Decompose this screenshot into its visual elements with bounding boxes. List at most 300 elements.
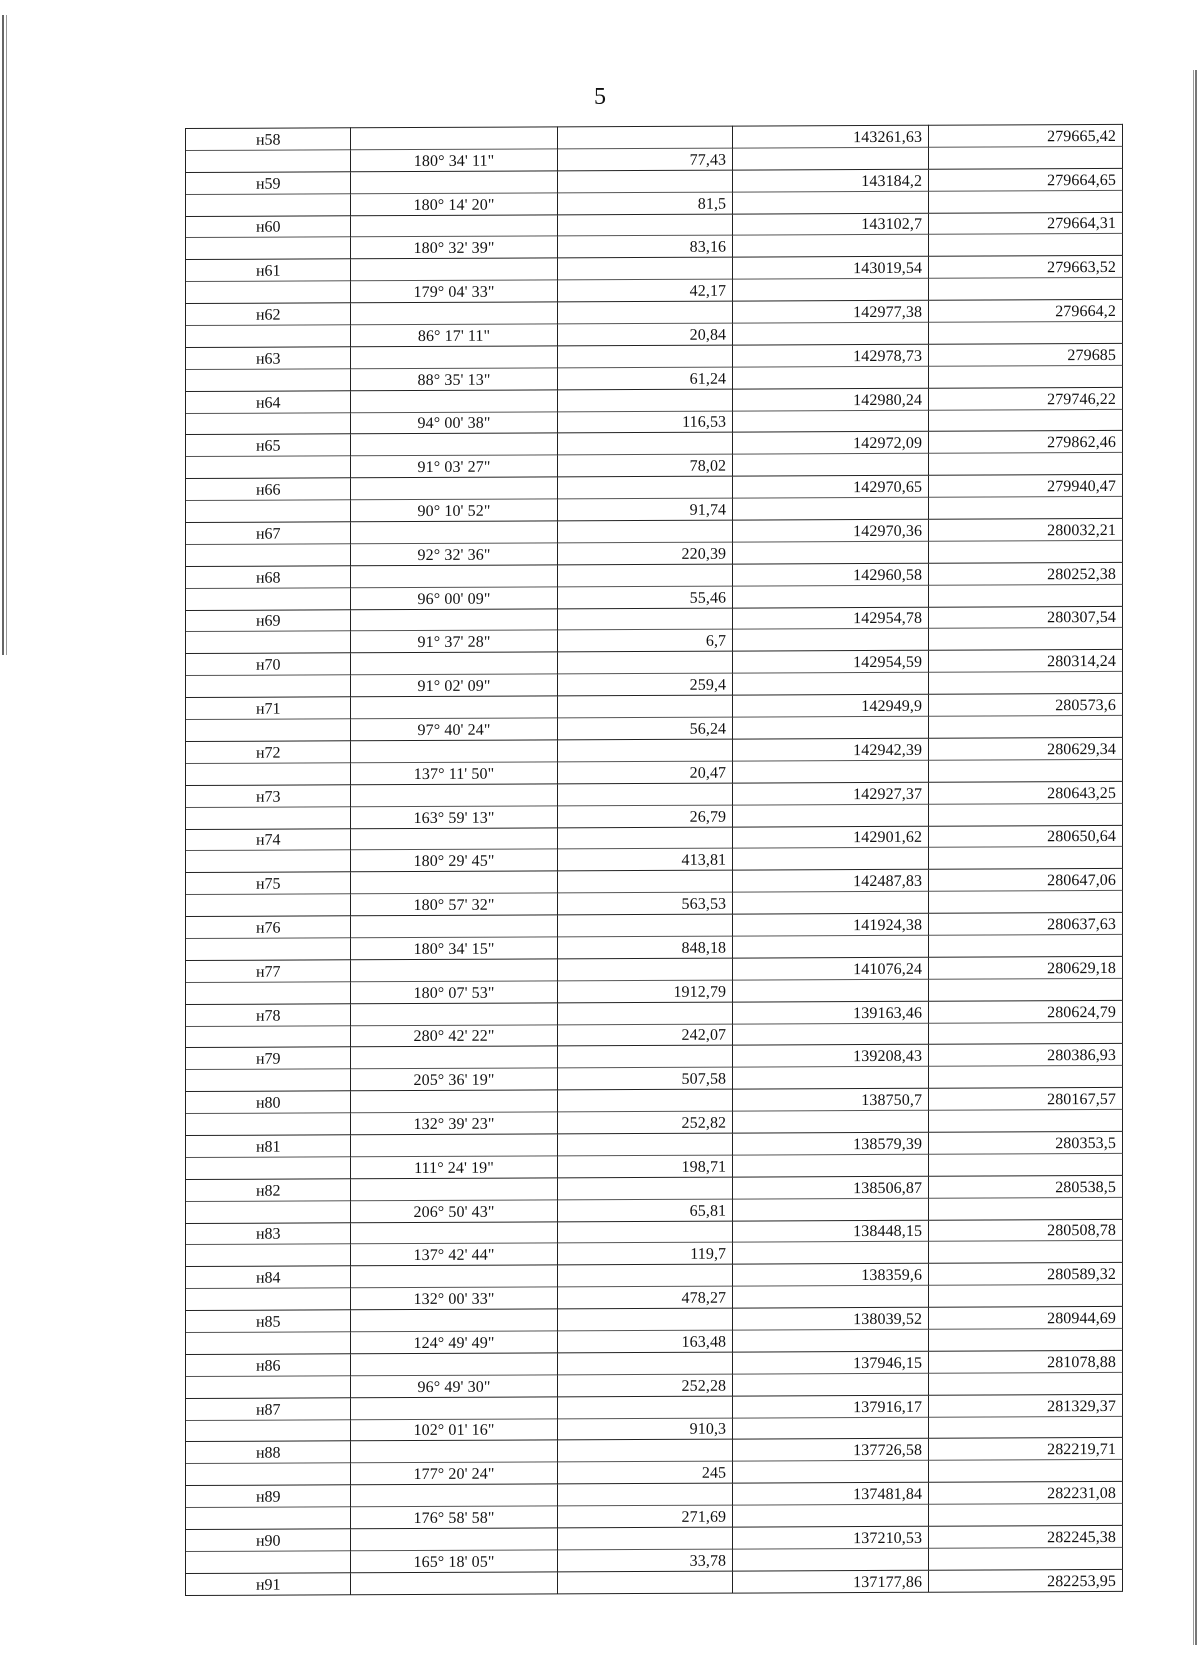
angle-cell [351,214,557,237]
point-name-cell [186,237,351,260]
y-coordinate-value: 280307,54 [1047,609,1116,627]
length-cell [557,323,733,346]
x-coordinate-value: 138750,7 [861,1091,923,1110]
y-coordinate-cell [929,321,1123,344]
x-coordinate-value: 142970,65 [853,478,923,497]
angle-value: 94° 00' 38" [417,415,491,433]
y-coordinate-cell [929,475,1123,498]
length-value: 413,81 [681,851,727,870]
point-name-cell [186,434,351,457]
length-value: 848,18 [681,939,727,957]
angle-cell [351,1440,557,1463]
length-value: 55,46 [689,589,727,607]
y-coordinate-cell [929,146,1123,169]
angle-cell [351,411,557,434]
x-coordinate-value: 143261,63 [853,128,923,146]
x-coordinate-value: 142954,59 [853,654,923,672]
y-coordinate-cell [929,737,1123,760]
angle-cell [351,324,557,347]
y-coordinate-cell [929,1547,1123,1570]
x-coordinate-cell [733,541,929,564]
length-cell [557,498,733,521]
x-coordinate-cell [733,1198,929,1221]
x-coordinate-cell [733,848,929,871]
angle-cell [351,1112,557,1135]
length-value: 198,71 [681,1158,727,1176]
length-cell [557,1111,733,1134]
point-name-cell [186,522,351,545]
x-coordinate-cell [733,1176,929,1199]
point-name-value: н69 [255,613,281,631]
angle-cell [351,937,557,960]
y-coordinate-cell [929,562,1123,585]
point-name-cell [186,960,351,983]
y-coordinate-cell [929,1044,1123,1067]
angle-value: 86° 17' 11" [417,327,491,345]
angle-cell [351,915,557,938]
y-coordinate-cell [929,1263,1123,1286]
point-name-value: н66 [255,481,281,499]
angle-cell [351,1331,557,1354]
point-name-cell [186,1310,351,1333]
angle-cell [351,1506,557,1529]
angle-value: 180° 14' 20" [413,196,495,214]
y-coordinate-value: 279664,2 [1055,302,1116,321]
angle-cell [351,1287,557,1310]
y-coordinate-cell [929,803,1123,826]
y-coordinate-cell [929,715,1123,738]
point-name-cell [186,697,351,720]
angle-cell [351,1156,557,1179]
length-value: 271,69 [681,1508,727,1526]
y-coordinate-value: 280650,64 [1047,828,1116,846]
length-cell [557,717,733,740]
point-name-value: н82 [255,1182,281,1200]
point-name-cell [186,259,351,282]
y-coordinate-value: 279862,46 [1047,434,1116,452]
x-coordinate-cell [733,300,929,323]
x-coordinate-cell [733,322,929,345]
angle-value: 111° 24' 19" [414,1159,494,1177]
coordinates-table-body [186,124,1123,1595]
angle-cell [351,521,557,544]
y-coordinate-cell [929,1153,1123,1176]
length-cell [557,433,733,456]
x-coordinate-cell [733,1045,929,1068]
point-name-cell [186,587,351,610]
angle-value: 137° 11' 50" [413,765,495,783]
length-value: 77,43 [689,151,727,169]
y-coordinate-cell [929,1525,1123,1548]
point-name-cell [186,982,351,1005]
y-coordinate-cell [929,497,1123,520]
length-value: 563,53 [681,895,727,913]
x-coordinate-cell [733,191,929,214]
x-coordinate-value: 142949,9 [861,697,923,716]
y-coordinate-value: 280637,63 [1047,915,1116,934]
angle-cell [351,1068,557,1091]
x-coordinate-value: 137946,15 [853,1354,923,1372]
point-name-cell [186,1069,351,1092]
x-coordinate-cell [733,1242,929,1265]
y-coordinate-cell [929,1350,1123,1373]
length-cell [557,1024,733,1047]
length-cell [557,1177,733,1200]
x-coordinate-cell [733,607,929,630]
y-coordinate-cell [929,1460,1123,1483]
y-coordinate-cell [929,1416,1123,1439]
point-name-cell [186,325,351,348]
length-cell [557,345,733,368]
y-coordinate-cell [929,1175,1123,1198]
angle-cell [351,1200,557,1223]
angle-cell [351,608,557,631]
point-name-cell [186,719,351,742]
y-coordinate-cell [929,825,1123,848]
length-cell [557,608,733,631]
length-value: 20,84 [689,326,727,344]
y-coordinate-cell [929,1109,1123,1132]
point-name-cell [186,193,351,216]
y-coordinate-cell [929,1088,1123,1111]
angle-value: 180° 57' 32" [413,896,495,915]
point-name-value: н84 [255,1269,281,1287]
point-name-value: н76 [255,919,281,937]
x-coordinate-value: 142942,39 [853,741,923,759]
point-name-value: н61 [255,262,281,280]
angle-value: 180° 32' 39" [413,239,495,258]
point-name-value: н75 [255,875,281,893]
angle-cell [351,893,557,916]
x-coordinate-cell [733,1088,929,1111]
y-coordinate-cell [929,453,1123,476]
length-value: 65,81 [689,1202,727,1220]
y-coordinate-value: 280643,25 [1047,784,1116,802]
x-coordinate-cell [733,629,929,652]
x-coordinate-cell [733,738,929,761]
point-name-cell [186,1179,351,1202]
length-cell [557,1352,733,1375]
angle-value: 177° 20' 24" [413,1465,495,1484]
point-name-cell [186,653,351,676]
length-cell [557,1133,733,1156]
y-coordinate-value: 280252,38 [1047,565,1116,583]
length-cell [557,1418,733,1441]
y-coordinate-cell [929,1066,1123,1089]
x-coordinate-cell [733,716,929,739]
x-coordinate-cell [733,1001,929,1024]
point-name-value: н78 [255,1007,281,1025]
x-coordinate-value: 142978,73 [853,347,923,365]
length-cell [557,1330,733,1353]
y-coordinate-cell [929,343,1123,366]
x-coordinate-cell [733,1373,929,1396]
x-coordinate-value: 137916,17 [853,1398,923,1416]
y-coordinate-value: 279665,42 [1047,127,1116,146]
x-coordinate-cell [733,804,929,827]
y-coordinate-cell [929,628,1123,651]
y-coordinate-cell [929,540,1123,563]
length-value: 116,53 [682,414,727,432]
angle-cell [351,1221,557,1244]
point-name-cell [186,1397,351,1420]
x-coordinate-cell [733,366,929,389]
x-coordinate-cell [733,870,929,893]
x-coordinate-value: 138359,6 [861,1266,923,1285]
angle-value: 97° 40' 24" [417,721,491,739]
point-name-cell [186,566,351,589]
point-name-cell [186,850,351,873]
length-cell [557,827,733,850]
y-coordinate-cell [929,1241,1123,1264]
x-coordinate-cell [733,760,929,783]
x-coordinate-value: 143184,2 [861,172,923,190]
angle-cell [351,1178,557,1201]
y-coordinate-value: 280573,6 [1055,696,1116,715]
x-coordinate-cell [733,388,929,411]
angle-value: 90° 10' 52" [417,502,491,521]
x-coordinate-cell [733,213,929,236]
point-name-cell [186,1288,351,1311]
length-cell [557,630,733,653]
length-cell [557,980,733,1003]
length-value: 163,48 [681,1333,727,1351]
point-name-cell [186,1441,351,1464]
x-coordinate-cell [733,913,929,936]
x-coordinate-cell [733,1307,929,1330]
angle-cell [351,236,557,259]
y-coordinate-value: 280629,34 [1047,740,1116,759]
x-coordinate-value: 142972,09 [853,435,923,453]
y-coordinate-value: 280353,5 [1055,1134,1116,1153]
point-name-value: н68 [255,569,281,587]
angle-value: 91° 02' 09" [417,677,491,696]
x-coordinate-cell [733,957,929,980]
angle-cell [351,1134,557,1157]
x-coordinate-cell [733,694,929,717]
y-coordinate-value: 282245,38 [1047,1528,1116,1547]
y-coordinate-cell [929,518,1123,541]
angle-cell [351,1243,557,1266]
scan-edge-right [1193,70,1197,1645]
angle-cell [351,1375,557,1398]
point-name-value: н67 [255,525,281,543]
x-coordinate-cell [733,432,929,455]
x-coordinate-cell [733,497,929,520]
x-coordinate-value: 142901,62 [853,829,923,847]
angle-value: 179° 04' 33" [413,283,495,302]
point-name-value: н89 [255,1488,281,1506]
y-coordinate-cell [929,300,1123,323]
angle-cell [351,959,557,982]
angle-cell [351,630,557,653]
x-coordinate-value: 143102,7 [861,216,923,234]
length-value: 78,02 [689,457,727,476]
x-coordinate-cell [733,979,929,1002]
point-name-cell [186,369,351,392]
y-coordinate-cell [929,1438,1123,1461]
angle-cell [351,784,557,807]
angle-cell [351,740,557,763]
point-name-cell [186,1200,351,1223]
x-coordinate-value: 142927,37 [853,785,923,803]
length-cell [557,1221,733,1244]
angle-cell [351,871,557,894]
length-cell [557,761,733,784]
x-coordinate-cell [733,935,929,958]
x-coordinate-cell [733,1132,929,1155]
angle-cell [351,302,557,325]
length-cell [557,214,733,237]
point-name-value: н65 [255,437,281,456]
y-coordinate-cell [929,934,1123,957]
y-coordinate-cell [929,168,1123,191]
point-name-cell [186,784,351,807]
angle-cell [351,543,557,566]
length-cell [557,695,733,718]
length-cell [557,1308,733,1331]
x-coordinate-value: 138448,15 [853,1223,923,1241]
x-coordinate-value: 141076,24 [853,960,923,978]
y-coordinate-cell [929,650,1123,673]
length-cell [557,236,733,259]
coordinates-table [185,124,1123,1596]
angle-cell [351,1397,557,1420]
angle-cell [351,1528,557,1551]
angle-cell [351,827,557,850]
angle-value: 163° 59' 13" [413,809,495,827]
y-coordinate-value: 279746,22 [1047,390,1116,408]
point-name-cell [186,1244,351,1267]
point-name-cell [186,1025,351,1048]
angle-cell [351,805,557,828]
y-coordinate-cell [929,1131,1123,1154]
point-name-cell [186,1135,351,1158]
y-coordinate-cell [929,1219,1123,1242]
x-coordinate-cell [733,1110,929,1133]
point-name-cell [186,390,351,413]
point-name-cell [186,1157,351,1180]
y-coordinate-value: 280944,69 [1047,1309,1116,1328]
x-coordinate-cell [733,278,929,301]
angle-cell [351,346,557,369]
point-name-cell [186,609,351,632]
x-coordinate-value: 138039,52 [853,1310,923,1329]
point-name-cell [186,1485,351,1508]
y-coordinate-cell [929,759,1123,782]
y-coordinate-value: 282231,08 [1047,1485,1116,1503]
y-coordinate-value: 280167,57 [1047,1091,1116,1109]
x-coordinate-cell [733,651,929,674]
y-coordinate-value: 280647,06 [1047,872,1116,890]
length-cell [557,1046,733,1069]
length-value: 252,82 [681,1114,727,1132]
length-cell [557,1243,733,1266]
point-name-cell [186,763,351,786]
y-coordinate-cell [929,606,1123,629]
point-name-cell [186,1222,351,1245]
x-coordinate-cell [733,476,929,499]
point-name-cell [186,456,351,479]
angle-value: 180° 29' 45" [413,852,495,871]
angle-cell [351,455,557,478]
angle-cell [351,1003,557,1026]
point-name-value: н60 [255,219,281,237]
x-coordinate-cell [733,257,929,280]
point-name-cell [186,1419,351,1442]
length-cell [557,936,733,959]
x-coordinate-value: 137481,84 [853,1485,923,1504]
length-cell [557,1264,733,1287]
length-cell [557,542,733,565]
y-coordinate-cell [929,124,1123,147]
length-cell [557,1549,733,1572]
point-name-value: н85 [255,1313,281,1331]
length-value: 56,24 [689,720,727,738]
x-coordinate-cell [733,344,929,367]
point-name-value: н71 [255,700,281,718]
y-coordinate-cell [929,387,1123,410]
x-coordinate-cell [733,891,929,914]
angle-cell [351,1550,557,1573]
point-name-cell [186,1266,351,1289]
point-name-cell [186,806,351,829]
angle-cell [351,193,557,216]
x-coordinate-cell [733,147,929,170]
length-cell [557,958,733,981]
point-name-value: н63 [255,350,281,368]
point-name-cell [186,1529,351,1552]
point-name-cell [186,631,351,654]
y-coordinate-cell [929,869,1123,892]
angle-value: 165° 18' 05" [413,1553,495,1571]
y-coordinate-value: 279663,52 [1047,259,1116,277]
y-coordinate-cell [929,190,1123,213]
y-coordinate-cell [929,781,1123,804]
point-name-cell [186,215,351,238]
y-coordinate-cell [929,278,1123,301]
y-coordinate-cell [929,1328,1123,1351]
x-coordinate-cell [733,1548,929,1571]
y-coordinate-cell [929,212,1123,235]
y-coordinate-value: 280629,18 [1047,959,1116,977]
x-coordinate-cell [733,454,929,477]
angle-value: 205° 36' 19" [413,1071,495,1090]
length-cell [557,389,733,412]
angle-cell [351,1090,557,1113]
point-name-cell [186,1091,351,1114]
point-name-cell [186,1573,351,1596]
point-name-cell [186,128,351,151]
point-name-value: н73 [255,788,281,806]
angle-value: 176° 58' 58" [413,1509,495,1528]
length-cell [557,301,733,324]
length-cell [557,1505,733,1528]
y-coordinate-value: 282219,71 [1047,1441,1116,1459]
y-coordinate-value: 280508,78 [1047,1222,1116,1240]
point-name-value: н83 [255,1226,281,1244]
y-coordinate-cell [929,912,1123,935]
y-coordinate-value: 279664,65 [1047,171,1116,189]
length-cell [557,279,733,302]
x-coordinate-value: 137177,86 [853,1573,923,1591]
x-coordinate-cell [733,519,929,542]
point-name-cell [186,303,351,326]
angle-cell [351,981,557,1004]
length-value: 20,47 [689,764,727,782]
x-coordinate-value: 142960,58 [853,566,923,584]
y-coordinate-cell [929,978,1123,1001]
